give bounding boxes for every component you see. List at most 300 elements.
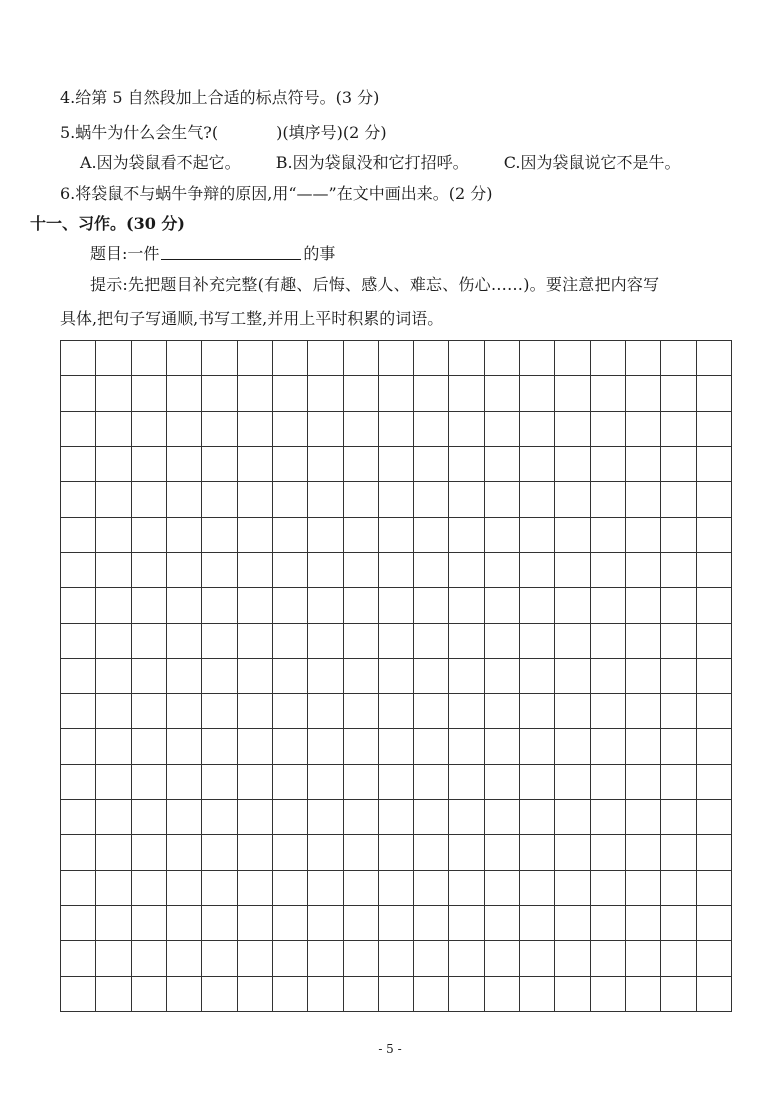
grid-cell[interactable] [237,658,272,693]
grid-cell[interactable] [590,552,625,587]
grid-cell[interactable] [414,658,449,693]
grid-cell[interactable] [308,623,343,658]
grid-cell[interactable] [449,376,484,411]
grid-cell[interactable] [202,517,237,552]
grid-cell[interactable] [61,341,96,376]
grid-cell[interactable] [520,764,555,799]
grid-cell[interactable] [449,729,484,764]
grid-cell[interactable] [131,588,166,623]
grid-cell[interactable] [237,552,272,587]
grid-cell[interactable] [626,411,661,446]
grid-cell[interactable] [131,552,166,587]
grid-cell[interactable] [696,517,731,552]
grid-cell[interactable] [661,729,696,764]
grid-cell[interactable] [272,870,307,905]
grid-cell[interactable] [343,658,378,693]
grid-cell[interactable] [555,623,590,658]
grid-cell[interactable] [414,482,449,517]
grid-cell[interactable] [590,376,625,411]
grid-cell[interactable] [520,870,555,905]
grid-cell[interactable] [61,835,96,870]
grid-cell[interactable] [661,482,696,517]
grid-cell[interactable] [484,376,519,411]
grid-cell[interactable] [414,446,449,481]
grid-cell[interactable] [520,446,555,481]
grid-cell[interactable] [696,623,731,658]
grid-cell[interactable] [343,411,378,446]
grid-cell[interactable] [96,588,131,623]
grid-cell[interactable] [696,694,731,729]
grid-cell[interactable] [626,870,661,905]
grid-cell[interactable] [484,658,519,693]
grid-cell[interactable] [272,800,307,835]
grid-cell[interactable] [61,411,96,446]
grid-cell[interactable] [626,517,661,552]
grid-cell[interactable] [308,658,343,693]
grid-cell[interactable] [202,976,237,1011]
grid-cell[interactable] [96,694,131,729]
grid-cell[interactable] [237,588,272,623]
grid-cell[interactable] [449,623,484,658]
grid-cell[interactable] [555,341,590,376]
grid-cell[interactable] [343,623,378,658]
grid-cell[interactable] [96,517,131,552]
grid-cell[interactable] [202,906,237,941]
grid-cell[interactable] [661,446,696,481]
grid-cell[interactable] [378,588,413,623]
grid-cell[interactable] [96,446,131,481]
grid-cell[interactable] [696,764,731,799]
grid-cell[interactable] [343,341,378,376]
grid-cell[interactable] [590,764,625,799]
grid-cell[interactable] [237,623,272,658]
grid-cell[interactable] [237,729,272,764]
grid-cell[interactable] [166,517,201,552]
grid-cell[interactable] [166,764,201,799]
grid-cell[interactable] [237,694,272,729]
grid-cell[interactable] [61,941,96,976]
grid-cell[interactable] [131,729,166,764]
grid-cell[interactable] [378,870,413,905]
grid-cell[interactable] [626,941,661,976]
grid-cell[interactable] [378,482,413,517]
grid-cell[interactable] [520,941,555,976]
grid-cell[interactable] [308,800,343,835]
grid-cell[interactable] [308,517,343,552]
grid-cell[interactable] [272,623,307,658]
grid-cell[interactable] [272,764,307,799]
grid-cell[interactable] [96,658,131,693]
grid-cell[interactable] [626,764,661,799]
grid-cell[interactable] [626,976,661,1011]
grid-cell[interactable] [484,976,519,1011]
grid-cell[interactable] [61,623,96,658]
grid-cell[interactable] [590,941,625,976]
grid-cell[interactable] [166,482,201,517]
grid-cell[interactable] [590,835,625,870]
grid-cell[interactable] [61,588,96,623]
grid-cell[interactable] [343,870,378,905]
grid-cell[interactable] [343,482,378,517]
grid-cell[interactable] [626,835,661,870]
grid-cell[interactable] [555,835,590,870]
grid-cell[interactable] [272,835,307,870]
grid-cell[interactable] [131,517,166,552]
grid-cell[interactable] [661,588,696,623]
grid-cell[interactable] [449,941,484,976]
grid-cell[interactable] [61,906,96,941]
grid-cell[interactable] [696,729,731,764]
grid-cell[interactable] [343,976,378,1011]
grid-cell[interactable] [414,411,449,446]
grid-cell[interactable] [202,694,237,729]
grid-cell[interactable] [661,411,696,446]
grid-cell[interactable] [520,729,555,764]
grid-cell[interactable] [449,870,484,905]
grid-cell[interactable] [378,517,413,552]
grid-cell[interactable] [449,446,484,481]
grid-cell[interactable] [449,341,484,376]
grid-cell[interactable] [166,376,201,411]
grid-cell[interactable] [131,835,166,870]
grid-cell[interactable] [590,482,625,517]
grid-cell[interactable] [520,588,555,623]
grid-cell[interactable] [166,835,201,870]
grid-cell[interactable] [61,482,96,517]
grid-cell[interactable] [202,411,237,446]
grid-cell[interactable] [449,764,484,799]
grid-cell[interactable] [96,411,131,446]
grid-cell[interactable] [414,764,449,799]
grid-cell[interactable] [520,552,555,587]
grid-cell[interactable] [449,517,484,552]
grid-cell[interactable] [590,906,625,941]
grid-cell[interactable] [272,588,307,623]
grid-cell[interactable] [414,800,449,835]
grid-cell[interactable] [696,411,731,446]
grid-cell[interactable] [237,764,272,799]
grid-cell[interactable] [484,588,519,623]
grid-cell[interactable] [237,411,272,446]
grid-cell[interactable] [166,800,201,835]
grid-cell[interactable] [343,694,378,729]
grid-cell[interactable] [449,588,484,623]
grid-cell[interactable] [202,764,237,799]
grid-cell[interactable] [661,341,696,376]
grid-cell[interactable] [272,658,307,693]
grid-cell[interactable] [414,517,449,552]
grid-cell[interactable] [343,941,378,976]
grid-cell[interactable] [96,623,131,658]
grid-cell[interactable] [237,800,272,835]
grid-cell[interactable] [202,588,237,623]
grid-cell[interactable] [449,800,484,835]
grid-cell[interactable] [661,623,696,658]
grid-cell[interactable] [378,694,413,729]
grid-cell[interactable] [272,517,307,552]
grid-cell[interactable] [308,835,343,870]
grid-cell[interactable] [343,376,378,411]
grid-cell[interactable] [343,835,378,870]
grid-cell[interactable] [414,870,449,905]
grid-cell[interactable] [166,588,201,623]
grid-cell[interactable] [555,446,590,481]
grid-cell[interactable] [166,906,201,941]
grid-cell[interactable] [484,623,519,658]
grid-cell[interactable] [590,517,625,552]
grid-cell[interactable] [166,552,201,587]
grid-cell[interactable] [272,446,307,481]
grid-cell[interactable] [449,411,484,446]
grid-cell[interactable] [626,906,661,941]
grid-cell[interactable] [626,376,661,411]
grid-cell[interactable] [202,800,237,835]
grid-cell[interactable] [166,658,201,693]
topic-blank[interactable] [161,244,301,260]
grid-cell[interactable] [237,482,272,517]
grid-cell[interactable] [378,729,413,764]
grid-cell[interactable] [272,411,307,446]
grid-cell[interactable] [555,482,590,517]
grid-cell[interactable] [308,906,343,941]
grid-cell[interactable] [555,764,590,799]
grid-cell[interactable] [308,870,343,905]
grid-cell[interactable] [555,588,590,623]
grid-cell[interactable] [378,376,413,411]
grid-cell[interactable] [202,729,237,764]
grid-cell[interactable] [449,552,484,587]
grid-cell[interactable] [378,446,413,481]
grid-cell[interactable] [555,694,590,729]
grid-cell[interactable] [131,623,166,658]
grid-cell[interactable] [131,658,166,693]
grid-cell[interactable] [414,552,449,587]
grid-cell[interactable] [96,976,131,1011]
grid-cell[interactable] [590,694,625,729]
grid-cell[interactable] [272,906,307,941]
grid-cell[interactable] [590,800,625,835]
grid-cell[interactable] [166,411,201,446]
grid-cell[interactable] [696,482,731,517]
grid-cell[interactable] [520,376,555,411]
grid-cell[interactable] [96,906,131,941]
grid-cell[interactable] [696,976,731,1011]
grid-cell[interactable] [484,870,519,905]
grid-cell[interactable] [414,588,449,623]
grid-cell[interactable] [414,835,449,870]
grid-cell[interactable] [61,376,96,411]
grid-cell[interactable] [696,835,731,870]
grid-cell[interactable] [555,800,590,835]
grid-cell[interactable] [166,729,201,764]
grid-cell[interactable] [343,446,378,481]
grid-cell[interactable] [131,764,166,799]
grid-cell[interactable] [626,800,661,835]
grid-cell[interactable] [520,694,555,729]
grid-cell[interactable] [449,906,484,941]
grid-cell[interactable] [202,835,237,870]
writing-grid[interactable] [60,340,732,1012]
grid-cell[interactable] [484,341,519,376]
grid-cell[interactable] [166,870,201,905]
grid-cell[interactable] [661,658,696,693]
grid-cell[interactable] [343,517,378,552]
grid-cell[interactable] [590,623,625,658]
grid-cell[interactable] [520,411,555,446]
grid-cell[interactable] [308,694,343,729]
grid-cell[interactable] [414,376,449,411]
grid-cell[interactable] [378,800,413,835]
grid-cell[interactable] [96,764,131,799]
grid-cell[interactable] [520,976,555,1011]
grid-cell[interactable] [272,729,307,764]
grid-cell[interactable] [272,341,307,376]
grid-cell[interactable] [61,517,96,552]
grid-cell[interactable] [449,658,484,693]
grid-cell[interactable] [661,376,696,411]
grid-cell[interactable] [61,976,96,1011]
grid-cell[interactable] [696,658,731,693]
grid-cell[interactable] [378,941,413,976]
grid-cell[interactable] [61,694,96,729]
grid-cell[interactable] [131,800,166,835]
grid-cell[interactable] [661,835,696,870]
grid-cell[interactable] [308,482,343,517]
grid-cell[interactable] [590,446,625,481]
grid-cell[interactable] [484,552,519,587]
grid-cell[interactable] [96,552,131,587]
grid-cell[interactable] [272,482,307,517]
grid-cell[interactable] [96,870,131,905]
grid-cell[interactable] [308,941,343,976]
grid-cell[interactable] [237,906,272,941]
grid-cell[interactable] [378,411,413,446]
grid-cell[interactable] [449,482,484,517]
grid-cell[interactable] [449,976,484,1011]
grid-cell[interactable] [308,729,343,764]
grid-cell[interactable] [414,976,449,1011]
grid-cell[interactable] [237,341,272,376]
grid-cell[interactable] [378,552,413,587]
grid-cell[interactable] [661,870,696,905]
grid-cell[interactable] [661,694,696,729]
grid-cell[interactable] [484,835,519,870]
grid-cell[interactable] [131,341,166,376]
grid-cell[interactable] [272,941,307,976]
grid-cell[interactable] [308,341,343,376]
grid-cell[interactable] [484,446,519,481]
grid-cell[interactable] [378,976,413,1011]
grid-cell[interactable] [61,446,96,481]
grid-cell[interactable] [202,658,237,693]
grid-cell[interactable] [661,906,696,941]
grid-cell[interactable] [555,517,590,552]
grid-cell[interactable] [202,376,237,411]
grid-cell[interactable] [96,835,131,870]
grid-cell[interactable] [378,341,413,376]
grid-cell[interactable] [626,552,661,587]
grid-cell[interactable] [696,800,731,835]
grid-cell[interactable] [96,729,131,764]
grid-cell[interactable] [61,800,96,835]
grid-cell[interactable] [414,729,449,764]
grid-cell[interactable] [555,870,590,905]
grid-cell[interactable] [484,411,519,446]
grid-cell[interactable] [272,694,307,729]
grid-cell[interactable] [555,376,590,411]
grid-cell[interactable] [166,694,201,729]
grid-cell[interactable] [626,694,661,729]
grid-cell[interactable] [202,870,237,905]
grid-cell[interactable] [484,482,519,517]
grid-cell[interactable] [131,411,166,446]
grid-cell[interactable] [696,906,731,941]
grid-cell[interactable] [661,976,696,1011]
grid-cell[interactable] [626,446,661,481]
grid-cell[interactable] [590,976,625,1011]
grid-cell[interactable] [555,729,590,764]
grid-cell[interactable] [449,694,484,729]
grid-cell[interactable] [484,517,519,552]
grid-cell[interactable] [520,835,555,870]
grid-cell[interactable] [590,411,625,446]
grid-cell[interactable] [484,764,519,799]
grid-cell[interactable] [661,764,696,799]
grid-cell[interactable] [308,588,343,623]
grid-cell[interactable] [555,941,590,976]
grid-cell[interactable] [308,976,343,1011]
grid-cell[interactable] [555,976,590,1011]
grid-cell[interactable] [308,552,343,587]
grid-cell[interactable] [96,800,131,835]
grid-cell[interactable] [96,482,131,517]
grid-cell[interactable] [626,341,661,376]
grid-cell[interactable] [131,870,166,905]
grid-cell[interactable] [520,906,555,941]
grid-cell[interactable] [61,870,96,905]
grid-cell[interactable] [61,658,96,693]
grid-cell[interactable] [590,588,625,623]
grid-cell[interactable] [308,411,343,446]
grid-cell[interactable] [237,941,272,976]
grid-cell[interactable] [61,764,96,799]
grid-cell[interactable] [661,800,696,835]
grid-cell[interactable] [202,446,237,481]
grid-cell[interactable] [626,729,661,764]
grid-cell[interactable] [414,941,449,976]
grid-cell[interactable] [202,482,237,517]
grid-cell[interactable] [378,623,413,658]
grid-cell[interactable] [555,658,590,693]
grid-cell[interactable] [626,623,661,658]
grid-cell[interactable] [520,800,555,835]
grid-cell[interactable] [520,482,555,517]
grid-cell[interactable] [520,517,555,552]
grid-cell[interactable] [590,870,625,905]
grid-cell[interactable] [96,376,131,411]
grid-cell[interactable] [343,552,378,587]
grid-cell[interactable] [166,941,201,976]
grid-cell[interactable] [378,906,413,941]
grid-cell[interactable] [131,694,166,729]
grid-cell[interactable] [272,552,307,587]
grid-cell[interactable] [696,376,731,411]
grid-cell[interactable] [484,694,519,729]
grid-cell[interactable] [696,870,731,905]
grid-cell[interactable] [520,623,555,658]
grid-cell[interactable] [166,446,201,481]
grid-cell[interactable] [131,941,166,976]
